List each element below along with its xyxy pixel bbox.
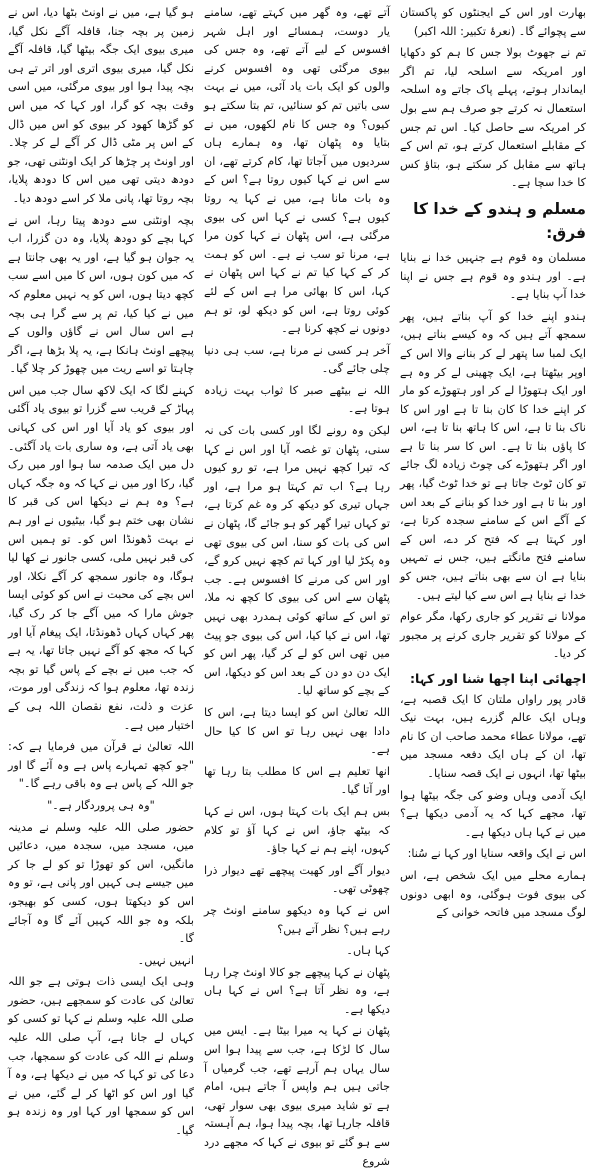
paragraph: مولانا نے تقریر کو جاری رکھا، مگر عوام کے مولانا کو تقریر جاری کرنے پر مجبور کر دیا۔ [400, 610, 586, 661]
paragraph: مسلمان وہ قوم ہے جنہیں خدا نے بنایا ہے۔ اور ہندو وہ قوم ہے جس نے اپنا خدا آپ بنایا ہے۔ [400, 250, 586, 302]
paragraph: کہنے لگا کہ ایک لاکھ سال جب میں اس پہاڑ کے قریب سے گزرا تو بیوی یاد آگئی اور بیوی کو یاد آیا اور اس کی کہانی بھی یاد آتی ہے، وہ ساری بات یاد آگئی۔ دل میں ایک صدمہ سا ہوا اور میں رک گیا، رکا اور میں نے کہا کہ وہ جگہ کہاں ہے؟ وہ ہم نے دیکھا اس کی قبر کا نشان بھی ختم ہو گیا، بیٹیوں نے اور ہم نے بہت ڈھونڈا اس کو۔ تو ہمیں اس کی قبر نہیں ملی، کسی جانور نے کھا لیا ہوگا، وہ جانور سمجھ کر آگے نکلا، اور اس بچے کی محبت نے اس کو کوئی ایسا جوش مارا کہ میں آگے جا کر رک گیا، پھر کہاں کہاں ڈھونڈتا، ایک پیغام آیا اور کہا کہ مجھ کو آگے نہیں جاتا تھا، یہ ہے کہ جب میں نے بچے کے پاس گیا تو بچہ زندہ تھا، معلوم ہوا کہ زندگی اور موت، عزت و ذلت، نفع نقصان اللہ ہی کے اختیار میں ہے۔ [8, 383, 194, 732]
paragraph: ایک آدمی وہاں وضو کی جگہ بیٹھا ہوا تھا، مجھے کہا کہ یہ آدمی دیکھا ہے؟ میں نے کہا ہاں دیکھا ہے۔ [400, 788, 586, 839]
paragraph: پٹھان نے کہا پیچھے جو کالا اونٹ چرا رہا ہے، وہ نظر آتا ہے؟ اس نے کہا ہاں دیکھا ہے۔ [204, 965, 390, 1016]
paragraph: لیکن وہ رونے لگا اور کسی بات کی نہ سنی، پٹھان تو غصہ آیا اور اس نے کہا کہ تیرا کچھ نہیں مرا ہے، تو رو کیوں رہا ہے؟ اب تم کہتا ہو مرا ہے، اور جہاں تیری کو دیکھ کر وہ غم کرتا ہے، تو کہاں تیرا گھر کو ہو جائے گا، پٹھان نے اس کی بات کو سنا، اس کی بیوی تھی وہ پکڑ لیا اور کہا تم کچھ نہیں کرو گے، اور اس کی مرنے کا افسوس ہے۔ جب پٹھان سے اس کی بیوی کا کچھ نہ ملا، تو اس کے ساتھ کوئی ہمدرد بھی نہیں تھا، اس نے کیا کیا، اس کی بیوی جو پیٹ میں تھی اس کو لے کر گیا، پھر اس کو ایک دن دو دن کے بعد اس کو دیکھا، اس کے بچے کو ساتھ لیا۔ [204, 424, 390, 698]
paragraph: ہمارے محلے میں ایک شخص ہے، اس کی بیوی فوت ہوگئی، وہ ابھی دونوں لوگ مسجد میں فاتحہ خوانی کے [400, 868, 586, 920]
paragraph: حضور صلی اللہ علیہ وسلم نے مدینہ میں، مسجد میں، سجدہ میں، دعائیں مانگیں، اس کو تھوڑا تو کو لے جا کر میں جیسے ہی کہیں اور پانی ہے، تو وہ اس کو دیکھتا ہوں، کسی کو بھیجو، بلکہ وہ جو اللہ کہیں آئے گا وہ آجائے گا۔ [8, 820, 194, 946]
paragraph: تم نے جھوٹ بولا جس کا ہم کو دکھایا اور امریکہ سے اسلحہ لیا، تم اگر ایماندار ہوتے، پہلے پاک جاتے وہ اسلحہ استعمال نہ کرتے جو صرف ہم سے بول کر امریکہ سے حاصل کیا۔ اس تم جس کے مقابلے استعمال کرتے ہو، تم اس کے ہاتھ سے مقابل کر سکتے ہو، بتاؤ کس کا خدا سچا ہے۔ [400, 46, 586, 190]
paragraph: بھارت اور اس کے ایجنٹوں کو پاکستان سے پچوائے گا۔ (نعرۂ تکبیر: اللہ اکبر) [400, 6, 586, 38]
column-left [8, 4, 194, 1138]
paragraph: بچہ اونٹنی سے دودھ پیتا رہا، اس نے کہا بچے کو دودھ پلایا، وہ دن گزرا، اب یہ جوان ہو گیا ہے، اور یہ بھی جانتا ہے کہ میں کون ہوں، اس کا میں اسے سب کچھ دیتا ہوں، اس کو یہ نہیں معلوم کہ میں نے کیا کیا، تم پر سے گرا ہی بچہ ہے اس سال اس نے گاؤں والوں کے پیچھے اونٹ ہانکا ہے، یہ پلا بڑھا ہے، اگر چاہتا تو اسے ریت میں چھوڑ کر چلا گیا۔ [8, 213, 194, 376]
column-middle [204, 4, 390, 1168]
paragraph: آخر ہر کسی نے مرنا ہے، سب ہی دنیا چلی جائے گی۔ [204, 343, 390, 376]
subheading: اچھائی اپنا اچھا شنا اور کہا: [410, 671, 586, 686]
paragraph: دیوار آگے اور کھیت پیچھے تھے دیوار ذرا چھوٹی تھی۔ [204, 863, 390, 896]
paragraph: اللہ نے بیٹھے صبر کا ثواب بہت زیادہ ہوتا ہے۔ [204, 383, 390, 416]
paragraph: اللہ تعالیٰ اس کو ایسا دیتا ہے، اس کا دادا بھی نہیں رہا تو اس کا کیا حال ہے۔ [204, 705, 390, 757]
paragraph: آتے تھے، وہ گھر میں کہتے تھے، سامنے یار دوست، ہمسائے اور اہل شہر افسوس کے لیے آتے تھے، وہ جس کی بیوی مرگئی تھی وہ افسوس کرنے والوں کو ایک بات یاد آئی، میں نے بہت سی باتیں تم کو سنائیں، تم بتا سکتے ہو کیوں؟ وہ جس کا نام لکھوں، میں نے بتایا وہ پٹھان تھا، وہ ہمارے ہاں سردیوں میں آجاتا تھا، کام کرتے تھے، ان سے اس نے کہا کیوں روتا ہے؟ اس کے وہ بات مانا ہے، میں نے کہا یہ روتا کیوں ہے؟ کسی نے کہا اس کی بیوی مرگئی ہے، اس پٹھان نے کہا کون مرا ہے، مرنا تو سب نے ہے۔ اس کو ہمت کر کے کہا کیا تم نے کہا اس پٹھان نے کہا، اس کا بھائی مرا ہے اس کے لئے کوئی روتا ہے، اس کو دیکھ لو، تو ہم دونوں نے کچھ کرنا ہے۔ [204, 6, 390, 336]
paragraph: اس نے کہا وہ دیکھو سامنے اونٹ چر رہے ہیں؟ نظر آتے ہیں؟ [204, 903, 390, 936]
column-right [400, 4, 586, 920]
paragraph: بس ہم ایک بات کہتا ہوں، اس نے کہا کہ بیٹھ جاؤ، اس نے کہا آؤ تو کلام کہوں، اپنے ہم نے کہا جاؤ۔ [204, 804, 390, 856]
quote: "وہ ہی پروردگار ہے۔" [47, 798, 155, 812]
paragraph: انھا تعلیم ہے اس کا مطلب بتا رہا تھا اور آتا گیا۔ [204, 764, 390, 797]
paragraph: ہندو اپنے خدا کو آپ بناتے ہیں، پھر سمجھ آتے ہیں کہ وہ کیسے بناتے ہیں، ایک لمبا سا پتھر لے کر بنانے والا اس کے اوپر بیٹھتا ہے، ایک چھینی لے کر وہ ہے اور ایک ہتھوڑا لے کر اور ہتھوڑے کو مار کر اپنے خدا کا کان بنا تا ہے اور اس کا ناک بنا تا ہے، اس کا ہاتھ بنا تا ہے، اس کا پاؤں بنا تا ہے۔ اس کا سر بنا تا ہے اور اگر ہتھوڑے کی چوٹ زیادہ لگ جائے تو کان ٹوٹ جاتا ہے تو خدا ٹوٹ گیا، پھر اور بنا تا ہے اور خدا کو بنانے کے بعد اس کے آگے اس کے سامنے سجدہ کرتا ہے، اور کہتا ہے کہ فتح کر دے، اس کے سامنے فتح مانگتے ہیں، جس نے تمہیں بنایا ہے ان سے بھی بناتے ہیں، جس کو خدا نے بنایا ہے اس سے کیا لیتے ہیں۔ [400, 309, 586, 602]
quote-intro: اللہ تعالیٰ نے قرآن میں فرمایا ہے کہ: "جو کچھ تمہارے پاس ہے وہ آئے گا اور جو اللہ کے پاس ہے وہ باقی رہے گا۔" [8, 740, 194, 791]
section-heading: مسلم و ہندو کے خدا کا فرق: [413, 199, 586, 242]
paragraph: پٹھان نے کہا یہ میرا بیٹا ہے۔ ایس میں سال کا لڑکا ہے، جب سے پیدا ہوا اس سال یہاں ہم آرہے تھے، جب گرمیاں آ جاتی ہیں ہم واپس آ جاتے ہیں، امام ہے تو شاید میری بیوی بھی سوار تھی، قافلہ جارہا تھا، بچہ پیدا ہوا، ہم آہستہ سے ہو گئے تو بیوی نے کہا کہ مجھے درد شروع [204, 1024, 390, 1168]
paragraph: ہو گیا ہے، میں نے اونٹ بٹھا دیا، اس نے زمین پر بچہ جنا، قافلہ آگے نکل گیا، میری بیوی ایک جگہ بیٹھا گیا، قافلہ آگے نکل گیا، میری بیوی اتری اور اتر تے ہی بچہ پیدا ہوا اور بیوی مرگئی، میں اسی وقت بچہ کو گرا، اور کہا کہ میں اس کو گڑھا کھود کر بیوی کو اس میں ڈال کے اس پر مٹی ڈال کر آگے لے کر چلا۔ اور اونٹ پر چڑھا کر ایک اونٹنی تھی، جو دودھ دیتی تھی میں اس کا دودھ پلایا، بچہ روتا تھا، پانی ملا کر اسے دودھ دیا۔ [8, 6, 194, 205]
paragraph: وہی ایک ایسی ذات ہوتی ہے جو اللہ تعالیٰ کی عادت کو سمجھے ہیں، حضور صلی اللہ علیہ وسلم نے کہا تو کسی کو کہاں لے جانا ہے، آپ صلی اللہ علیہ وسلم نے اللہ کی عادت کو سمجھا، جب دعا کی تو کہا کہ میں نے دیکھا ہے، وہ آ گیا اور اس کو اٹھا کر لے گئے، میں نے اس کو سمجھا اور کہا اور وہ زندہ ہو گیا۔ [8, 975, 194, 1138]
paragraph: کہا ہاں۔ [346, 944, 390, 958]
paragraph: اس نے ایک واقعہ سنایا اور کہا نے سُنا: [407, 847, 586, 861]
paragraph: انہیں نہیں۔ [137, 953, 194, 967]
paragraph: قادر پور راواں ملتان کا ایک قصبہ ہے، وہاں ایک عالم گزرے ہیں، بہت نیک تھے، مولانا عطاء محمد صاحب ان کا نام تھا، ان کے ہاں ایک دفعہ مسجد میں بیٹھا تھا، انہوں نے ایک قصہ سنایا۔ [400, 692, 586, 780]
